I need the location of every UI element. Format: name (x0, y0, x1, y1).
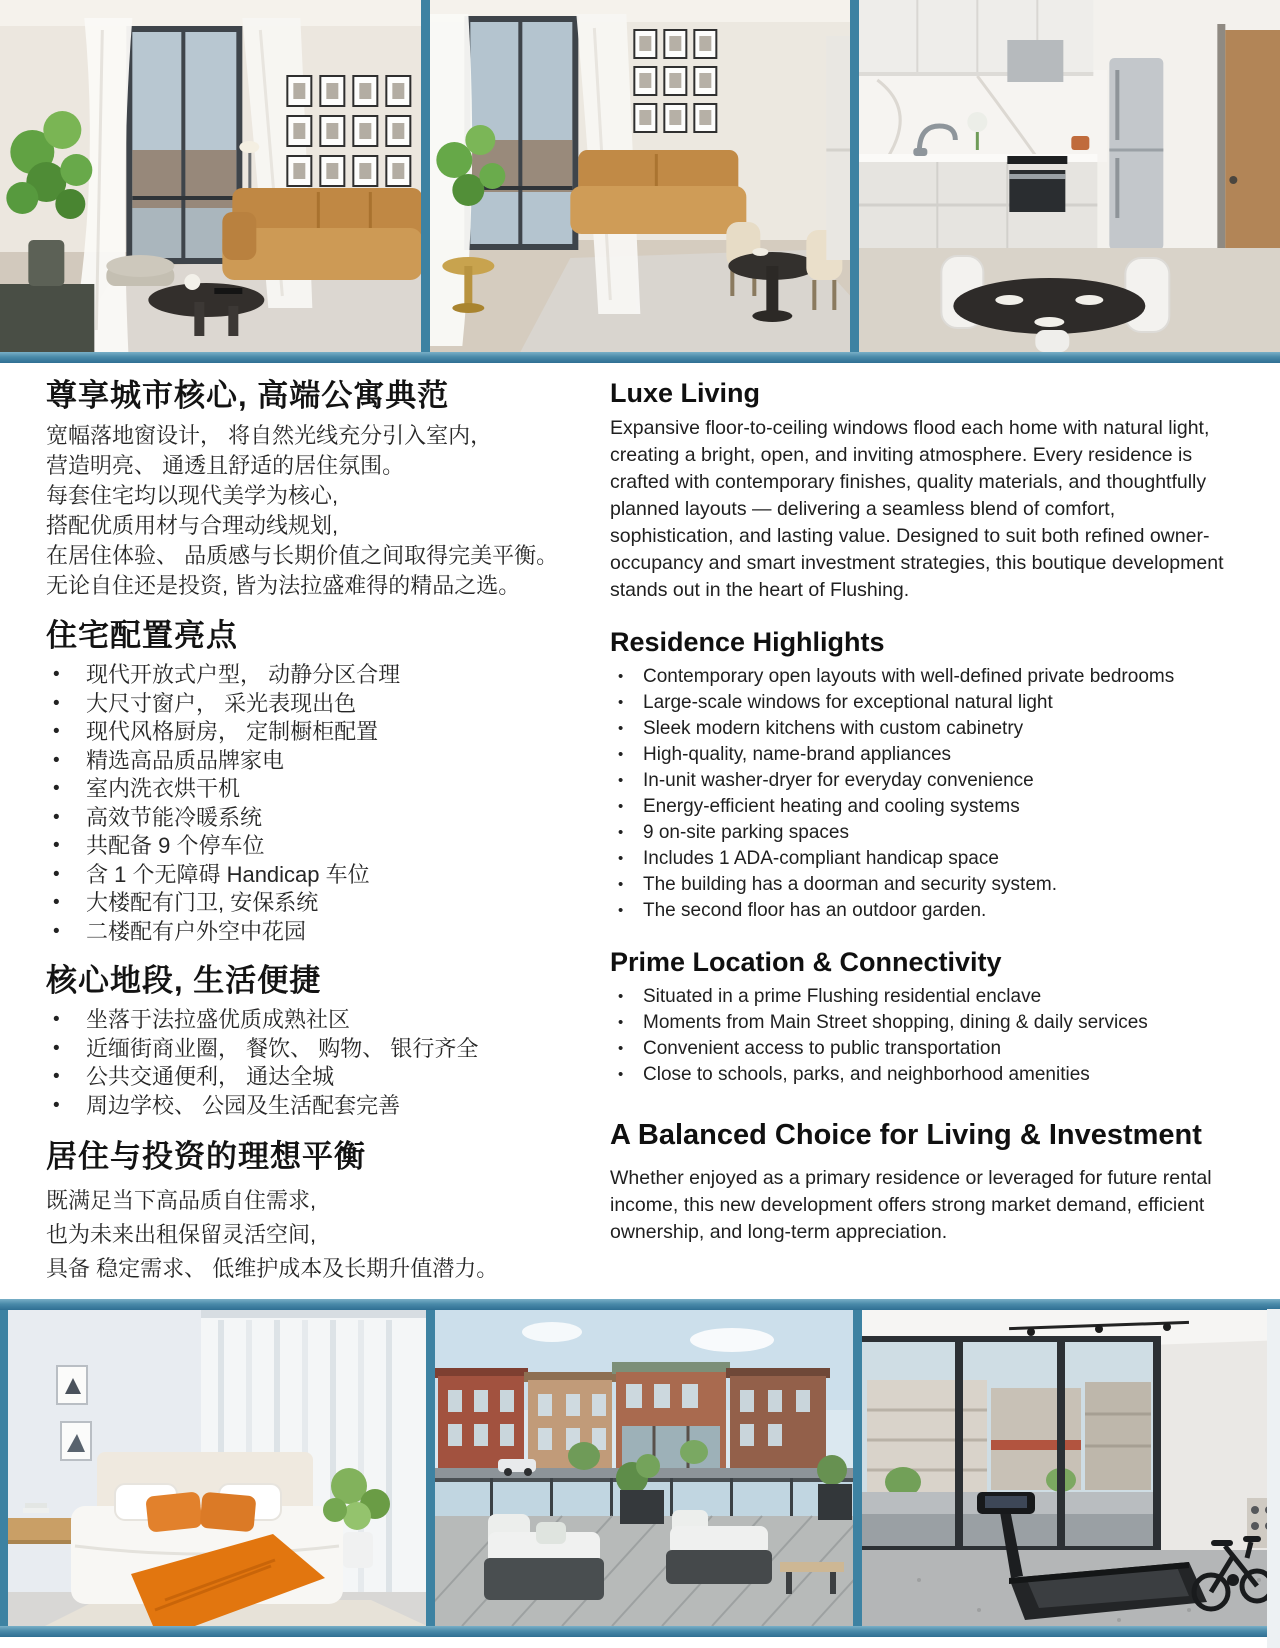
top-photo-row (0, 0, 1280, 352)
gym-illustration (862, 1310, 1280, 1626)
bullet-item: • Moments from Main Street shopping, dining & daily services (610, 1010, 1238, 1036)
bullet-item: • 现代风格厨房， 定制橱柜配置 (46, 718, 568, 747)
bullet-item: • 共配备 9 个停车位 (46, 832, 568, 861)
bullet-item: • Convenient access to public transportation (610, 1036, 1238, 1062)
cn-location-list (46, 1006, 568, 1120)
bullet-item: • Situated in a prime Flushing residential enclave (610, 984, 1238, 1010)
section-cn-intro (46, 379, 568, 601)
photo-divider (850, 0, 859, 352)
photo-divider (426, 1310, 435, 1626)
photo-kitchen (859, 0, 1280, 352)
text-line: 既满足当下高品质自住需求, (46, 1188, 317, 1213)
bullet-item: • 高效节能冷暖系统 (46, 804, 568, 833)
bullet-item: • The second floor has an outdoor garden. (610, 898, 1238, 924)
bedroom-illustration (8, 1310, 426, 1626)
section-cn-balance (46, 1140, 568, 1286)
bullet-item: • Large-scale windows for exceptional natural light (610, 690, 1238, 716)
range-hood (1008, 40, 1064, 82)
section-en-location (610, 946, 1238, 1088)
en-location-heading: Prime Location & Connectivity (610, 947, 1002, 977)
flyer-body (0, 363, 1280, 1299)
bullet-item: • 现代开放式户型， 动静分区合理 (46, 661, 568, 690)
kitchen-sliver (826, 36, 850, 260)
bullet-item: • The building has a doorman and security system. (610, 872, 1238, 898)
bottom-photo-row (0, 1310, 1280, 1626)
terrace-illustration (435, 1310, 853, 1626)
paragraph: Whether enjoyed as a primary residence or leveraged for future rental income, this new development offers strong market demand, efficient ownership, and long-term appreciation. (610, 1167, 1212, 1243)
gallery-wall (634, 30, 716, 132)
english-column (610, 369, 1238, 1299)
bullet-item: • Includes 1 ADA-compliant handicap space (610, 846, 1238, 872)
bullet-item: • 周边学校、 公园及生活配套完善 (46, 1092, 568, 1121)
cn-intro-heading: 尊享城市核心, 高端公寓典范 (46, 378, 450, 413)
bullet-item: • 9 on-site parking spaces (610, 820, 1238, 846)
photo-living-dining (430, 0, 851, 352)
living-dining-illustration (430, 0, 851, 352)
bullet-item: • 坐落于法拉盛优质成熟社区 (46, 1006, 568, 1035)
en-location-list (610, 984, 1238, 1088)
bullet-item: • 公共交通便利， 通达全城 (46, 1063, 568, 1092)
en-luxe-heading: Luxe Living (610, 378, 761, 408)
photo-divider (0, 1310, 8, 1626)
chinese-column (46, 369, 568, 1299)
fridge (1110, 58, 1164, 250)
photo-gym (862, 1310, 1280, 1626)
section-cn-highlights (46, 619, 568, 946)
bullet-item: • 二楼配有户外空中花园 (46, 918, 568, 947)
cn-balance-heading: 居住与投资的理想平衡 (46, 1139, 366, 1174)
text-line: 在居住体验、 品质感与长期价值之间取得完美平衡。 (46, 543, 559, 568)
photo-divider (421, 0, 430, 352)
text-line: 宽幅落地窗设计， 将自然光线充分引入室内， (46, 423, 493, 448)
cn-highlights-heading: 住宅配置亮点 (46, 618, 238, 653)
bed (71, 1452, 343, 1626)
cn-highlights-list (46, 661, 568, 946)
text-line: 无论自住还是投资, 皆为法拉盛难得的精品之选。 (46, 573, 521, 598)
divider-band-bottom (0, 1299, 1280, 1310)
photo-divider (853, 1310, 862, 1626)
bullet-item: • Close to schools, parks, and neighborhood amenities (610, 1062, 1238, 1088)
photo-terrace (435, 1310, 853, 1626)
bullet-item: • 近缅街商业圈， 餐饮、 购物、 银行齐全 (46, 1035, 568, 1064)
text-line: 营造明亮、 通透且舒适的居住氛围。 (46, 453, 405, 478)
bullet-item: • High-quality, name-brand appliances (610, 742, 1238, 768)
bullet-item: • Contemporary open layouts with well-defined private bedrooms (610, 664, 1238, 690)
sofa (570, 150, 746, 234)
section-en-balance (610, 1118, 1238, 1246)
kitchen-illustration (859, 0, 1280, 352)
text-line: 搭配优质用材与合理动线规划, (46, 513, 339, 538)
bullet-item: • 大楼配有门卫, 安保系统 (46, 889, 568, 918)
page-bottom-band (0, 1626, 1280, 1637)
text-line: 每套住宅均以现代美学为核心, (46, 483, 339, 508)
section-cn-location (46, 964, 568, 1120)
en-highlights-heading: Residence Highlights (610, 627, 885, 657)
en-balance-heading: A Balanced Choice for Living & Investment (610, 1119, 1202, 1151)
cn-location-heading: 核心地段, 生活便捷 (46, 963, 322, 998)
photo-living-room (0, 0, 421, 352)
section-en-highlights (610, 626, 1238, 924)
bullet-item: • Sleek modern kitchens with custom cabinetry (610, 716, 1238, 742)
bullet-item: • 含 1 个无障碍 Handicap 车位 (46, 861, 568, 890)
divider-band-top (0, 352, 1280, 363)
sofa (222, 188, 420, 280)
bullet-item: • Energy-efficient heating and cooling systems (610, 794, 1238, 820)
section-en-luxe (610, 377, 1238, 604)
ottoman (106, 255, 174, 286)
bullet-item: • 精选高品质品牌家电 (46, 747, 568, 776)
photo-bedroom (8, 1310, 426, 1626)
living-room-illustration (0, 0, 421, 352)
bullet-item: • 大尺寸窗户， 采光表现出色 (46, 690, 568, 719)
bullet-item: • 室内洗衣烘干机 (46, 775, 568, 804)
cloud (690, 1328, 774, 1352)
bullet-item: • In-unit washer-dryer for everyday convenience (610, 768, 1238, 794)
en-highlights-list (610, 664, 1238, 924)
paragraph: Expansive floor-to-ceiling windows flood each home with natural light, creating a bright, open, and inviting atmosphere. Every residence is crafted with contemporary finishes, quality materials, and thoughtfully planned layouts — delivering a seamless blend of comfort, sophistication, and lasting value. Designed to suit both refined owner-occupancy and smart investment strategies, this boutique development stands out in the heart of Flushing. (610, 417, 1224, 601)
cloud (522, 1322, 582, 1342)
text-line: 也为未来出租保留灵活空间, (46, 1222, 317, 1247)
text-line: 具备 稳定需求、 低维护成本及长期升值潜力。 (46, 1256, 499, 1281)
page-edge-strip (1267, 1309, 1280, 1648)
